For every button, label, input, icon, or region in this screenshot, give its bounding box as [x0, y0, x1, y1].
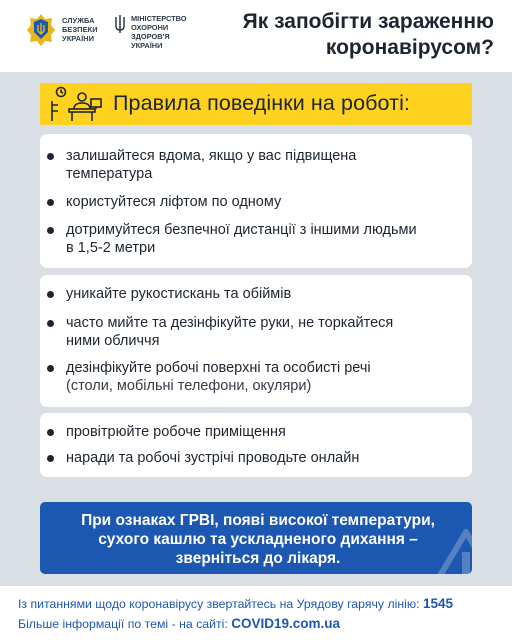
hotline-line: Із питаннями щодо коронавірусу звертайтесь на Урядову гарячу лінію: 1545	[18, 596, 454, 611]
bullet	[47, 199, 54, 206]
doctor-warning	[40, 502, 472, 574]
bullet	[47, 153, 54, 160]
banner-title: Правила поведінки на роботі:	[113, 91, 411, 115]
bullet	[47, 365, 54, 372]
header	[0, 0, 512, 72]
bullet	[47, 320, 54, 327]
footer	[0, 586, 512, 640]
trident-icon	[114, 14, 126, 34]
bullet	[47, 455, 54, 462]
bullet	[47, 227, 54, 234]
hotline-number: 1545	[422, 596, 454, 611]
bullet	[47, 291, 54, 298]
site-line: Більше інформації по темі - на сайті: COVID19.com.ua	[18, 616, 340, 631]
page-title: Як запобігти зараженню коронавірусом?	[242, 10, 494, 59]
rules-card-3: провітрюйте робоче приміщення наради та робочі зустрічі проводьте онлайн	[40, 413, 472, 477]
office-worker-icon	[49, 85, 105, 123]
site-link[interactable]: COVID19.com.ua	[231, 616, 340, 631]
sbu-name: СЛУЖБА БЕЗПЕКИ УКРАЇНИ	[62, 16, 98, 43]
rules-card-1: залишайтеся вдома, якщо у вас підвищена температура користуйтеся ліфтом по одному дотримуйтеся безпечної дистанції з іншими людьми в 1,5-2 метри	[40, 134, 472, 268]
sbu-emblem-icon	[26, 13, 56, 47]
warning-text: При ознаках ГРВІ, появі високої температури, сухого кашлю та ускладненого дихання – зверніться до лікаря.	[81, 512, 435, 567]
moz-name: МІНІСТЕРСТВО ОХОРОНИ ЗДОРОВ'Я УКРАЇНИ	[131, 14, 187, 50]
section-banner	[40, 83, 472, 125]
bullet	[47, 429, 54, 436]
main-panel	[0, 72, 512, 586]
rules-card-2: уникайте рукостискань та обіймів часто мийте та дезінфікуйте руки, не торкайтеся ними обличчя дезінфікуйте робочі поверхні та особисті речі (столи, мобільні телефони, окуляри)	[40, 275, 472, 407]
